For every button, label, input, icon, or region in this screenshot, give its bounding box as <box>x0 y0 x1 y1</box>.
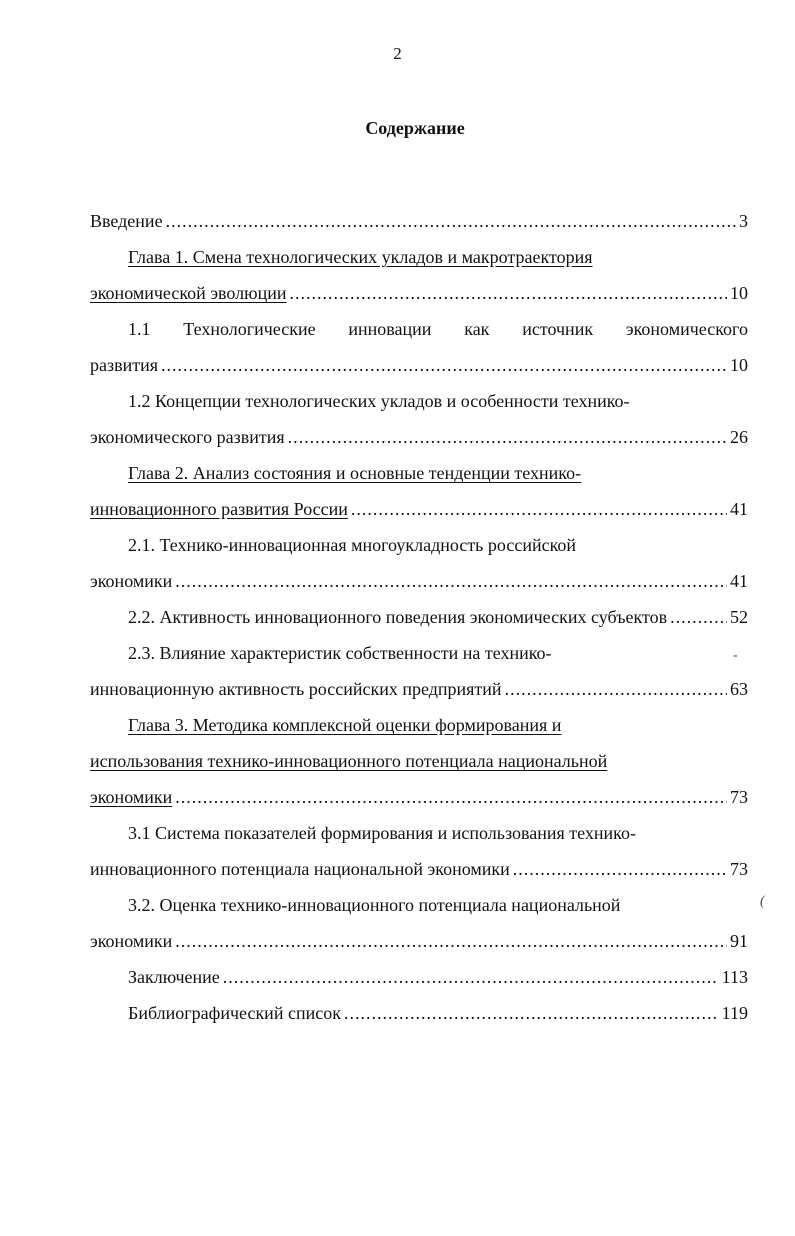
toc-leader-dots <box>344 1000 719 1026</box>
toc-leader-dots <box>670 604 727 630</box>
toc-entry-text: 1.2 Концепции технологических укладов и особенности технико- <box>128 391 630 411</box>
toc-entry-word: экономического <box>625 319 748 339</box>
toc-entry-text: экономики <box>90 571 173 591</box>
toc-entry-word: источник <box>522 319 594 339</box>
toc-entry-text: Библиографический список <box>128 1003 341 1023</box>
toc-entry-chapter-1[interactable] <box>90 244 748 270</box>
toc-leader-dots <box>288 424 727 450</box>
toc-entry-chapter-3[interactable] <box>90 712 748 738</box>
toc-leader-dots <box>175 928 727 954</box>
toc-entry-section-3-2-cont[interactable] <box>90 928 748 954</box>
toc-entry-chapter-3-cont[interactable] <box>90 748 748 774</box>
toc-entry-word: 1.1 <box>128 319 151 339</box>
toc-entry-section-1-2[interactable] <box>90 388 748 414</box>
toc-entry-word: инновации <box>348 319 432 339</box>
toc-entry-text: инновационного потенциала национальной экономики <box>90 859 510 879</box>
toc-entry-text: развития <box>90 355 159 375</box>
toc-entry-chapter-2[interactable] <box>90 460 748 486</box>
toc-entry-section-3-2[interactable] <box>90 892 748 918</box>
toc-entry-chapter-1-cont[interactable] <box>90 280 748 306</box>
toc-leader-dots <box>513 856 727 882</box>
page-number: 2 <box>393 44 402 63</box>
scan-mark: - <box>733 648 738 663</box>
toc-entry-text: Глава 3. Методика комплексной оценки формирования и <box>128 715 562 735</box>
toc-entry-text: Заключение <box>128 967 220 987</box>
toc-entry-section-1-1-cont[interactable] <box>90 352 748 378</box>
toc-page-number: 91 <box>730 931 748 951</box>
scan-mark: ( <box>760 894 765 909</box>
toc-entry-conclusion[interactable] <box>90 964 748 990</box>
toc-entry-text: 3.2. Оценка технико-инновационного потенциала национальной <box>128 895 621 915</box>
toc-leader-dots <box>505 676 727 702</box>
toc-page-number: 26 <box>730 427 748 447</box>
toc-entry-text: инновационного развития России <box>90 499 348 519</box>
toc-leader-dots <box>175 784 727 810</box>
toc-entry-text: экономики <box>90 931 173 951</box>
toc-entry-text: Глава 1. Смена технологических укладов и макротраектория <box>128 247 593 267</box>
toc-entry-section-2-3-cont[interactable] <box>90 676 748 702</box>
toc-entry-section-2-1[interactable] <box>90 532 748 558</box>
toc-page-number: 73 <box>730 859 748 879</box>
toc-entry-section-3-1-cont[interactable] <box>90 856 748 882</box>
toc-entry-bibliography[interactable] <box>90 1000 748 1026</box>
toc-entry-text: 2.3. Влияние характеристик собственности на технико- <box>128 643 552 663</box>
toc-entry-text: 2.1. Технико-инновационная многоукладность российской <box>128 535 577 555</box>
toc-page-number: 63 <box>730 679 748 699</box>
toc-entry-introduction[interactable] <box>90 208 748 234</box>
toc-entry-word: как <box>464 319 490 339</box>
toc-leader-dots <box>175 568 727 594</box>
toc-leader-dots <box>166 208 736 234</box>
toc-entry-text: экономической эволюции <box>90 283 287 303</box>
toc-entry-text: экономического развития <box>90 427 285 447</box>
toc-entry-chapter-2-cont[interactable] <box>90 496 748 522</box>
toc-page-number: 119 <box>721 1003 748 1023</box>
toc-entry-text: 3.1 Система показателей формирования и использования технико- <box>128 823 636 843</box>
toc-entry-section-2-1-cont[interactable] <box>90 568 748 594</box>
toc-entry-section-2-2[interactable] <box>90 604 748 630</box>
toc-leader-dots <box>290 280 727 306</box>
toc-page-number: 10 <box>730 355 748 375</box>
toc-entry-text: 2.2. Активность инновационного поведения экономических субъектов <box>128 607 668 627</box>
toc-page-number: 113 <box>721 967 748 987</box>
toc-entry-text: Глава 2. Анализ состояния и основные тенденции технико- <box>128 463 582 483</box>
toc-entry-word: Технологические <box>183 319 316 339</box>
toc-entry-text: Введение <box>90 211 163 231</box>
toc-entry-section-2-3[interactable] <box>90 640 748 666</box>
toc-page-number: 10 <box>730 283 748 303</box>
toc-entry-text: экономики <box>90 787 173 807</box>
toc-page-number: 73 <box>730 787 748 807</box>
toc-leader-dots <box>161 352 727 378</box>
toc-leader-dots <box>223 964 719 990</box>
toc-page-number: 41 <box>730 499 748 519</box>
toc-entry-section-1-1[interactable] <box>90 316 748 342</box>
toc-entry-section-1-2-cont[interactable] <box>90 424 748 450</box>
toc-page-number: 41 <box>730 571 748 591</box>
toc-leader-dots <box>351 496 727 522</box>
toc-entry-text: использования технико-инновационного потенциала национальной <box>90 751 608 771</box>
toc-page-number: 52 <box>730 607 748 627</box>
toc-entry-text: инновационную активность российских предприятий <box>90 679 502 699</box>
toc-page-number: 3 <box>739 211 748 231</box>
toc-entry-section-3-1[interactable] <box>90 820 748 846</box>
toc-entry-chapter-3-end[interactable] <box>90 784 748 810</box>
toc-title: Содержание <box>365 118 465 138</box>
